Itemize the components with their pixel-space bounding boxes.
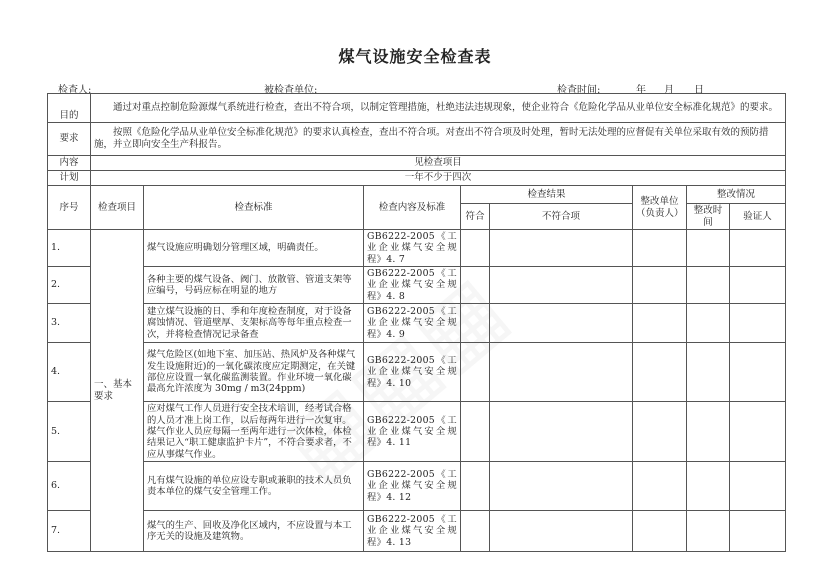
verifier-cell[interactable]	[730, 304, 786, 343]
conform-cell[interactable]	[461, 230, 490, 267]
month-label: 月	[664, 85, 674, 96]
row-reference: GB6222-2005《工业企业煤气安全规程》4. 12	[364, 462, 461, 511]
plan-label: 计划	[48, 171, 91, 186]
table-row	[48, 267, 786, 304]
verifier-cell[interactable]	[730, 462, 786, 511]
table-row	[48, 402, 786, 462]
rectify-time-cell[interactable]	[687, 304, 730, 343]
row-seq: 1.	[48, 230, 91, 267]
purpose-label: 目的	[48, 94, 91, 123]
row-reference: GB6222-2005《工业企业煤气安全规程》4. 11	[364, 402, 461, 462]
table-row	[48, 511, 786, 552]
unit-cell[interactable]	[633, 343, 687, 402]
requirement-text: 按照《危险化学品从业单位安全标准化规范》的要求认真检查，查出不符合项。对查出不符合项及时处理，暂时无法处理的应督促有关单位采取有效的预防措施，并立即向安全生产科报告。	[91, 123, 786, 156]
year-label: 年	[636, 85, 646, 96]
row-reference: GB6222-2005《工业企业煤气安全规程》4. 9	[364, 304, 461, 343]
purpose-text: 通过对重点控制危险源煤气系统进行检查，查出不符合项，以制定管理措施，杜绝违法违规现象，使企业符合《危险化学品从业单位安全标准化规范》的要求。	[91, 94, 786, 123]
content-value: 见检查项目	[91, 156, 786, 171]
row-standard: 应对煤气工作人员进行安全技术培训，经考试合格的人员才准上岗工作，以后每两年进行一次复审。煤气作业人员应每隔一至两年进行一次体检，体检结果记入“职工健康监护卡片”，不符合要求者，不应从事煤气作业。	[144, 402, 364, 462]
table-row	[48, 343, 786, 402]
unit-cell[interactable]	[633, 402, 687, 462]
row-seq: 7.	[48, 511, 91, 552]
table-row	[48, 304, 786, 343]
row-reference: GB6222-2005《工业企业煤气安全规程》4. 13	[364, 511, 461, 552]
unit-cell[interactable]	[633, 462, 687, 511]
row-seq: 3.	[48, 304, 91, 343]
row-standard: 建立煤气设施的日、季和年度检查制度，对于设备腐蚀情况、管道壁厚、支架标高等每年重点检查一次，并将检查情况记录备查	[144, 304, 364, 343]
content-label: 内容	[48, 156, 91, 171]
nonconform-cell[interactable]	[490, 230, 633, 267]
row-seq: 4.	[48, 343, 91, 402]
row-reference: GB6222-2005《工业企业煤气安全规程》4. 10	[364, 343, 461, 402]
conform-cell[interactable]	[461, 402, 490, 462]
row-standard: 凡有煤气设施的单位应设专职或兼职的技术人员负责本单位的煤气安全管理工作。	[144, 462, 364, 511]
nonconform-cell[interactable]	[490, 462, 633, 511]
conform-cell[interactable]	[461, 462, 490, 511]
conform-cell[interactable]	[461, 511, 490, 552]
rectify-time-cell[interactable]	[687, 402, 730, 462]
row-seq: 2.	[48, 267, 91, 304]
row-standard: 煤气设施应明确划分管理区域，明确责任。	[144, 230, 364, 267]
header-unit: 整改单位（负责人）	[633, 186, 687, 230]
header-content-std: 检查内容及标准	[364, 186, 461, 230]
time-label: 检查时间:	[557, 85, 601, 96]
table-row	[48, 462, 786, 511]
conform-cell[interactable]	[461, 267, 490, 304]
unit-cell[interactable]	[633, 511, 687, 552]
inspector-label: 检查人:	[58, 85, 92, 96]
rectify-time-cell[interactable]	[687, 511, 730, 552]
row-seq: 5.	[48, 402, 91, 462]
unit-cell[interactable]	[633, 230, 687, 267]
rectify-time-cell[interactable]	[687, 267, 730, 304]
table-row	[48, 230, 786, 267]
header-standard: 检查标准	[144, 186, 364, 230]
page-title: 煤气设施安全检查表	[338, 47, 492, 66]
header-result: 检查结果	[461, 186, 633, 204]
day-label: 日	[694, 85, 704, 96]
rectify-time-cell[interactable]	[687, 343, 730, 402]
header-nonconform: 不符合项	[490, 204, 633, 230]
header-rectify-time: 整改时间	[687, 204, 730, 230]
unit-cell[interactable]	[633, 304, 687, 343]
header-item: 检查项目	[91, 186, 144, 230]
plan-value: 一年不少于四次	[91, 171, 786, 186]
verifier-cell[interactable]	[730, 230, 786, 267]
nonconform-cell[interactable]	[490, 267, 633, 304]
row-standard: 各种主要的煤气设备、阀门、放散管、管道支架等应编号，号码应标在明显的地方	[144, 267, 364, 304]
conform-cell[interactable]	[461, 343, 490, 402]
rectify-time-cell[interactable]	[687, 462, 730, 511]
unit-cell[interactable]	[633, 267, 687, 304]
group-label: 一、基本要求	[91, 230, 144, 552]
row-reference: GB6222-2005《工业企业煤气安全规程》4. 8	[364, 267, 461, 304]
requirement-label: 要求	[48, 123, 91, 156]
verifier-cell[interactable]	[730, 267, 786, 304]
rectify-time-cell[interactable]	[687, 230, 730, 267]
row-reference: GB6222-2005《工业企业煤气安全规程》4. 7	[364, 230, 461, 267]
unit-label: 被检查单位:	[264, 85, 318, 96]
nonconform-cell[interactable]	[490, 304, 633, 343]
header-rectify: 整改情况	[687, 186, 786, 204]
nonconform-cell[interactable]	[490, 402, 633, 462]
inspection-table	[47, 93, 786, 552]
row-standard: 煤气的生产、回收及净化区域内，不应设置与本工序无关的设施及建筑物。	[144, 511, 364, 552]
conform-cell[interactable]	[461, 304, 490, 343]
nonconform-cell[interactable]	[490, 511, 633, 552]
verifier-cell[interactable]	[730, 402, 786, 462]
row-standard: 煤气危险区(如地下室、加压站、热风炉及各种煤气发生设施附近)的一氧化碳浓度应定期测定，在关键部位应设置一氧化碳监测装置。作业环境一氧化碳最高允许浓度为 30mg / m3(24ppm)	[144, 343, 364, 402]
header-verifier: 验证人	[730, 204, 786, 230]
row-seq: 6.	[48, 462, 91, 511]
verifier-cell[interactable]	[730, 511, 786, 552]
verifier-cell[interactable]	[730, 343, 786, 402]
nonconform-cell[interactable]	[490, 343, 633, 402]
header-conform: 符合	[461, 204, 490, 230]
header-seq: 序号	[48, 186, 91, 230]
